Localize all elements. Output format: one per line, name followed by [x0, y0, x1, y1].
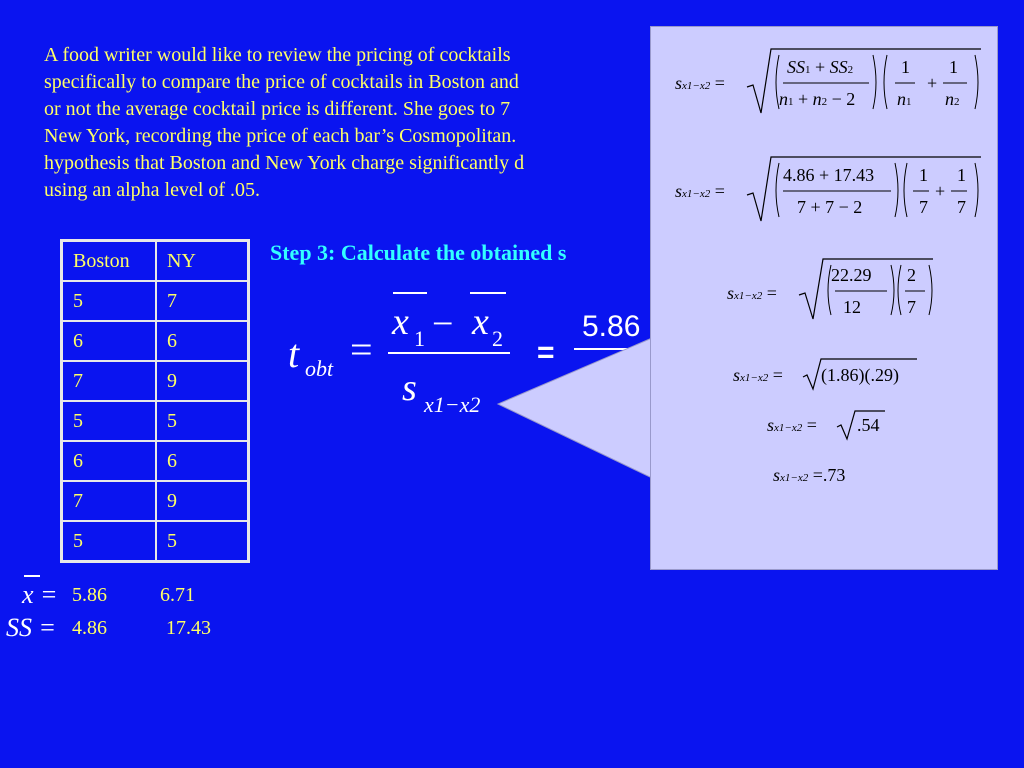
- obt-subscript: obt: [305, 356, 334, 381]
- n2: n: [812, 89, 822, 109]
- mean-boston: 5.86: [72, 584, 107, 606]
- table-cell: 7: [62, 361, 156, 401]
- table-cell: 6: [62, 321, 156, 361]
- mean-label: x =: [22, 580, 58, 609]
- eq3-numerator: 22.29: [831, 265, 872, 285]
- mean-ny: 6.71: [160, 584, 195, 606]
- ss-ny: 17.43: [166, 617, 211, 639]
- formula-substituted: sx1−x2 =: [675, 181, 725, 201]
- eq3-denominator: 12: [843, 297, 861, 317]
- eq1-denominator: n1 + n2 − 2: [779, 89, 856, 109]
- minus-two: − 2: [831, 89, 856, 109]
- eq6-value: .73: [822, 465, 846, 485]
- x2-subscript: 2: [492, 326, 503, 351]
- numerator-value: 5.86: [582, 310, 641, 343]
- eq2-numerator: 4.86 + 17.43: [783, 165, 875, 185]
- formula-general: [675, 73, 725, 94]
- eq-equals: =: [714, 73, 725, 93]
- formula-root: sx1−x2 =: [767, 415, 817, 435]
- eq1-f2-num: 1: [949, 57, 958, 77]
- column-header-ny: NY: [156, 241, 248, 281]
- formula-result: sx1−x2 =.73: [773, 465, 846, 485]
- ss2: SS: [829, 57, 848, 77]
- formula-product: sx1−x2 =: [733, 365, 783, 385]
- equals-sign-2: =: [537, 336, 555, 369]
- table-cell: 9: [156, 361, 248, 401]
- table-cell: 5: [156, 401, 248, 441]
- minus-sign: −: [432, 303, 454, 345]
- ss2-sub: 2: [847, 64, 854, 76]
- eq2-plus: +: [935, 181, 946, 201]
- plus: +: [815, 57, 826, 77]
- problem-line: specifically to compare the price of cocktails in Boston and: [44, 71, 519, 93]
- table-cell: 5: [156, 521, 248, 561]
- eq3-f1-den: 7: [907, 297, 916, 317]
- standard-error-panel: [650, 26, 998, 570]
- equals-sign: =: [350, 327, 373, 372]
- table-cell: 5: [62, 521, 156, 561]
- table-cell: 6: [156, 321, 248, 361]
- problem-line: using an alpha level of .05.: [44, 179, 261, 201]
- ss-label: SS =: [6, 613, 57, 642]
- problem-line: hypothesis that Boston and New York charge significantly d: [44, 152, 525, 174]
- table-cell: 7: [156, 281, 248, 321]
- eq1-f1-den: n1: [897, 89, 912, 109]
- x1-subscript: 1: [414, 326, 425, 351]
- eq5-value: .54: [857, 415, 880, 435]
- formula-simplified: sx1−x2 =: [727, 283, 777, 303]
- eq3-f1-num: 2: [907, 265, 916, 285]
- eq1-plus: +: [927, 73, 938, 93]
- n1-sub: 1: [788, 96, 794, 108]
- table-cell: 9: [156, 481, 248, 521]
- table-cell: 5: [62, 401, 156, 441]
- eq1-f2-den: n2: [945, 89, 960, 109]
- problem-line: A food writer would like to review the pricing of cocktails: [44, 44, 511, 66]
- eq-lhs: s: [675, 73, 683, 93]
- eq1-numerator: [787, 57, 853, 78]
- eq2-f2-num: 1: [957, 165, 966, 185]
- n1: n: [779, 89, 788, 109]
- column-header-boston: Boston: [62, 241, 156, 281]
- table-cell: 7: [62, 481, 156, 521]
- step3-heading: Step 3: Calculate the obtained s: [270, 240, 567, 265]
- n2-sub: 2: [821, 96, 828, 108]
- table-cell: 5: [62, 281, 156, 321]
- eq1-f1-num: 1: [901, 57, 910, 77]
- eq2-f2-den: 7: [957, 197, 966, 217]
- problem-line: New York, recording the price of each bar’s Cosmopolitan.: [44, 125, 517, 147]
- s-symbol: s: [402, 367, 417, 409]
- ss1: SS: [787, 57, 805, 77]
- eq2-f1-den: 7: [919, 197, 928, 217]
- table-cell: 6: [62, 441, 156, 481]
- problem-line: or not the average cocktail price is different. She goes to 7: [44, 98, 511, 120]
- eq2-denominator: 7 + 7 − 2: [797, 197, 863, 217]
- x1-symbol: x: [392, 301, 409, 343]
- eq-lhs-sub: x1−x2: [682, 80, 711, 92]
- eq4-value: (1.86)(.29): [821, 365, 899, 385]
- t-symbol: t: [288, 331, 300, 376]
- ss1-sub: 1: [805, 64, 811, 76]
- x2-symbol: x: [472, 301, 489, 343]
- eq2-f1-num: 1: [919, 165, 928, 185]
- table-cell: 6: [156, 441, 248, 481]
- s-subscript: x1−x2: [424, 392, 481, 417]
- ss-boston: 4.86: [72, 617, 107, 639]
